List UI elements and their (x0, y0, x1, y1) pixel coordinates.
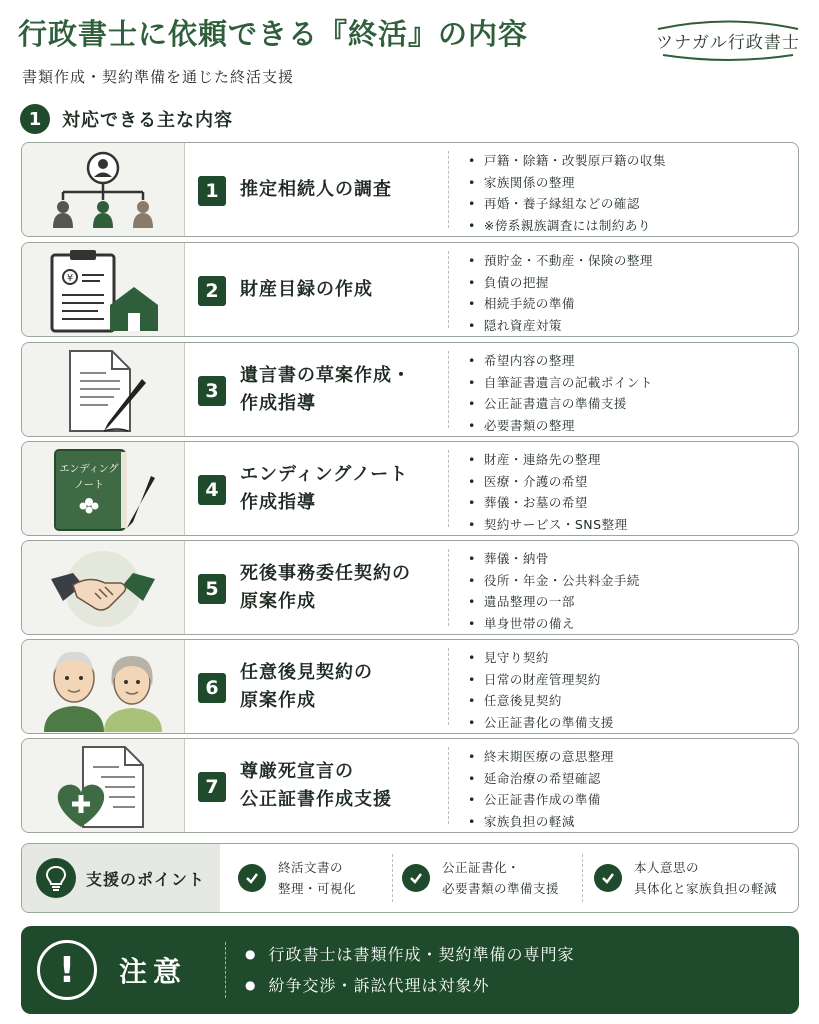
elderly-couple-icon (22, 640, 185, 733)
card-number: 7 (198, 772, 226, 802)
section-label: 対応できる主な内容 (62, 110, 233, 131)
support-point (594, 844, 777, 912)
svg-text:¥: ¥ (66, 272, 74, 284)
list-item: • 必要書類の整理 (468, 415, 653, 437)
support-point-text (278, 857, 356, 899)
brand-logo (648, 18, 808, 63)
list-item: • 葬儀・お墓の希望 (468, 492, 628, 514)
support-point (238, 844, 356, 912)
list-item: • 見守り契約 (468, 647, 614, 669)
card-bullet-list (468, 250, 653, 336)
note-label-top: エンディング (59, 463, 119, 475)
card-title-line: 遺言書の草案作成・ (240, 364, 411, 386)
brand-underline-icon (653, 53, 803, 63)
check-icon (238, 864, 266, 892)
card-title-line: エンディングノート (240, 463, 409, 485)
support-point-text (442, 857, 559, 899)
card-title (240, 739, 392, 832)
service-card-ending-note (21, 441, 799, 536)
handshake-icon (22, 541, 185, 634)
support-point-divider (582, 854, 583, 902)
list-item: • 預貯金・不動産・保険の整理 (468, 250, 653, 272)
list-item: ● 紛争交渉・訴訟代理は対象外 (245, 971, 575, 1002)
support-points-panel (21, 843, 799, 913)
card-bullet-list (468, 647, 614, 733)
service-card-dignified-death (21, 738, 799, 833)
support-points-label: 支援のポイント (86, 869, 206, 889)
card-number: 4 (198, 475, 226, 505)
card-title-line: 作成指導 (240, 392, 316, 414)
card-number: 3 (198, 376, 226, 406)
section-number: 1 (20, 104, 50, 134)
card-title-line: 任意後見契約の (240, 661, 373, 683)
card-number: 1 (198, 176, 226, 206)
notice-list (245, 940, 575, 1002)
list-item: ● 行政書士は書類作成・契約準備の専門家 (245, 940, 575, 971)
family-tree-icon (22, 143, 185, 236)
card-number: 6 (198, 673, 226, 703)
card-title-line: 推定相続人の調査 (240, 178, 392, 200)
service-card-asset-inventory (21, 242, 799, 337)
list-item: • 日常の財産管理契約 (468, 669, 614, 691)
list-item: • 役所・年金・公共料金手続 (468, 570, 640, 592)
lightbulb-icon (36, 858, 76, 898)
list-item: • 契約サービス・SNS整理 (468, 514, 628, 536)
card-divider (448, 450, 449, 527)
card-bullet-list (468, 150, 666, 236)
card-bullet-list (468, 548, 640, 634)
list-item: • 希望内容の整理 (468, 350, 653, 372)
list-item: • 負債の把握 (468, 272, 653, 294)
list-item: • 財産・連絡先の整理 (468, 449, 628, 471)
list-item: • 戸籍・除籍・改製原戸籍の収集 (468, 150, 666, 172)
card-title-line: 公正証書作成支援 (240, 788, 392, 810)
notice-divider (225, 942, 226, 998)
section-heading (20, 104, 233, 134)
service-card-inheritance (21, 142, 799, 237)
list-item: • 葬儀・納骨 (468, 548, 640, 570)
card-title-line: 原案作成 (240, 590, 316, 612)
support-point (402, 844, 559, 912)
support-points-header (22, 844, 220, 912)
support-point-line: 必要書類の準備支援 (442, 881, 560, 896)
heart-document-icon (22, 739, 185, 832)
note-label-bottom: ノート (74, 479, 104, 491)
card-title-line: 原案作成 (240, 689, 316, 711)
list-item: • 延命治療の希望確認 (468, 768, 614, 790)
support-point-line: 公正証書化・ (442, 860, 521, 875)
card-title (240, 442, 408, 535)
card-title (240, 143, 392, 236)
card-title-line: 死後事務委任契約の (240, 562, 411, 584)
card-title (240, 343, 411, 436)
card-title-line: 財産目録の作成 (240, 278, 373, 300)
list-item: • 公正証書遺言の準備支援 (468, 393, 653, 415)
check-icon (594, 864, 622, 892)
card-number: 5 (198, 574, 226, 604)
card-divider (448, 747, 449, 824)
support-point-divider (392, 854, 393, 902)
list-item: • 公正証書作成の準備 (468, 789, 614, 811)
page-title: 行政書士に依頼できる『終活』の内容 (18, 17, 529, 51)
notice-panel (21, 926, 799, 1014)
page-subtitle: 書類作成・契約準備を通じた終活支援 (22, 68, 295, 86)
service-card-will-draft (21, 342, 799, 437)
list-item: • 家族負担の軽減 (468, 811, 614, 833)
card-bullet-list (468, 746, 614, 832)
exclamation-icon: ! (37, 940, 97, 1000)
notice-label: 注意 (119, 955, 188, 988)
list-item: • 公正証書化の準備支援 (468, 712, 614, 734)
list-item: • 自筆証書遺言の記載ポイント (468, 372, 653, 394)
card-title-line: 作成指導 (240, 491, 316, 513)
card-title (240, 640, 373, 733)
list-item: • 遺品整理の一部 (468, 591, 640, 613)
support-point-line: 終活文書の (278, 860, 344, 875)
card-divider (448, 648, 449, 725)
card-divider (448, 251, 449, 328)
ending-note-icon (22, 442, 185, 535)
list-item: • 再婚・養子縁組などの確認 (468, 193, 666, 215)
support-point-line: 具体化と家族負担の軽減 (634, 881, 778, 896)
service-card-guardianship (21, 639, 799, 734)
support-point-line: 整理・可視化 (278, 881, 357, 896)
document-pen-icon (22, 343, 185, 436)
card-title-line: 尊厳死宣言の (240, 760, 354, 782)
support-point-line: 本人意思の (634, 860, 700, 875)
list-item: • 相続手続の準備 (468, 293, 653, 315)
list-item: • 任意後見契約 (468, 690, 614, 712)
clipboard-house-icon (22, 243, 185, 336)
card-number: 2 (198, 276, 226, 306)
list-item: • 単身世帯の備え (468, 613, 640, 635)
list-item: • 終末期医療の意思整理 (468, 746, 614, 768)
card-title (240, 541, 411, 634)
list-item: • 医療・介護の希望 (468, 471, 628, 493)
list-item: • 隠れ資産対策 (468, 315, 653, 337)
card-bullet-list (468, 449, 628, 535)
card-divider (448, 549, 449, 626)
support-point-text (634, 857, 777, 899)
card-divider (448, 151, 449, 228)
brand-name: ツナガル行政書士 (656, 33, 800, 53)
check-icon (402, 864, 430, 892)
list-item: • ※傍系親族調査には制約あり (468, 215, 666, 237)
card-bullet-list (468, 350, 653, 436)
card-divider (448, 351, 449, 428)
service-card-posthumous-affairs (21, 540, 799, 635)
card-title (240, 243, 373, 336)
list-item: • 家族関係の整理 (468, 172, 666, 194)
